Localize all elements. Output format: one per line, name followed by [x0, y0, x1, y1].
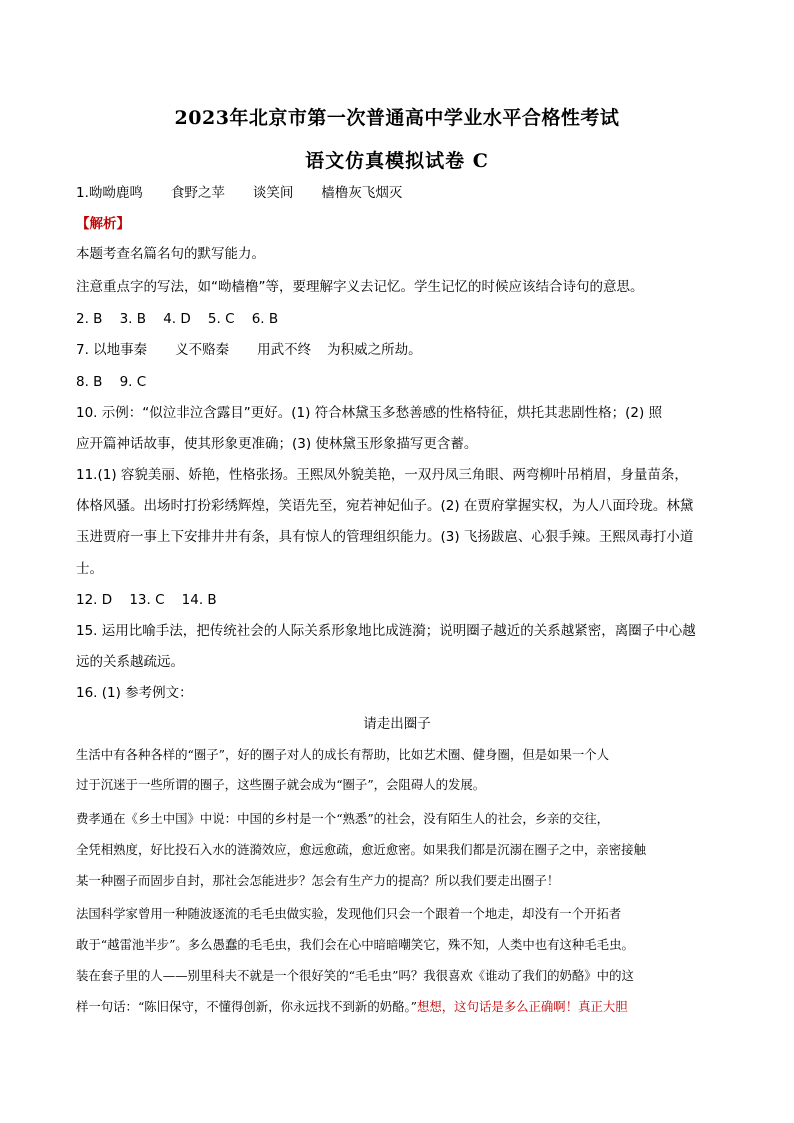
answer-q11-line-4: 士。: [76, 561, 103, 577]
essay-line-last: [76, 998, 718, 1016]
q1-item-2: 食野之苹: [170, 185, 225, 201]
q1-prefix: 1.: [76, 185, 89, 201]
answer-q15-line-1: 15. 运用比喻手法，把传统社会的人际关系形象地比成涟漪；说明圈子越近的关系越紧密，离圈子中心越: [76, 623, 696, 639]
essay-line-last-black: 样一句话：“陈旧保守，不懂得创新，你永远找不到新的奶酪。”: [76, 999, 418, 1014]
q7-item-2: 义不赂秦: [175, 342, 230, 358]
answers-q12-14: 12. D 13. C 14. B: [76, 592, 217, 608]
analysis-line-1: 本题考查名篇名句的默写能力。: [76, 246, 265, 262]
answer-q10-line-2: 应开篇神话故事，使其形象更准确；(3) 使林黛玉形象描写更含蓄。: [76, 436, 478, 452]
essay-line: 费孝通在《乡土中国》中说：中国的乡村是一个“熟悉”的社会，没有陌生人的社会，乡亲的交往，: [76, 811, 610, 826]
q7-prefix: 7.: [76, 342, 94, 358]
document-title: 2023年北京市第一次普通高中学业水平合格性考试: [174, 107, 620, 129]
essay-line: 某一种圈子而固步自封，那社会怎能进步？怎会有生产力的提高？所以我们要走出圈子！: [76, 873, 560, 888]
essay-title: 请走出圈子: [363, 716, 431, 732]
essay-line: 过于沉迷于一些所谓的圈子，这些圈子就会成为“圈子”，会阻碍人的发展。: [76, 777, 486, 792]
answer-q1: [76, 184, 402, 202]
answer-q7: [76, 341, 422, 359]
answer-q11-line-1: 11.(1) 容貌美丽、娇艳，性格张扬。王熙凤外貌美艳，一双丹凤三角眼、两弯柳叶吊梢眉，身量苗条，: [76, 467, 688, 483]
answer-q15-line-2: 远的关系越疏远。: [76, 654, 184, 670]
analysis-label: 【解析】: [76, 216, 130, 232]
analysis-line-2: 注意重点字的写法，如“呦樯橹”等，要理解字义去记忆。学生记忆的时候应该结合诗句的意思。: [76, 279, 644, 295]
essay-line: 装在套子里的人——别里科夫不就是一个很好笑的“毛毛虫”吗？我很喜欢《谁动了我们的奶酪》中的这: [76, 968, 634, 983]
essay-line: 生活中有各种各样的“圈子”，好的圈子对人的成长有帮助，比如艺术圈、健身圈，但是如果一个人: [76, 747, 610, 762]
answer-q16-header: 16. (1) 参考例文：: [76, 685, 193, 701]
essay-line: 法国科学家曾用一种随波逐流的毛毛虫做实验，发现他们只会一个跟着一个地走，却没有一个开拓者: [76, 906, 622, 921]
answer-q10-line-1: 10. 示例：“似泣非泣含露目”更好。(1) 符合林黛玉多愁善感的性格特征，烘托其悲剧性格；(2) 照: [76, 405, 663, 421]
essay-line: 全凭相熟度，好比投石入水的涟漪效应，愈远愈疏，愈近愈密。如果我们都是沉溺在圈子之中，亲密接触: [76, 842, 646, 857]
q1-item-3: 谈笑间: [252, 185, 294, 201]
essay-line: 敢于“越雷池半步”。多么愚蠢的毛毛虫，我们会在心中暗暗嘲笑它，殊不知，人类中也有这种毛毛虫。: [76, 937, 634, 952]
q1-item-1: 呦呦鹿鸣: [88, 185, 143, 201]
answers-q2-6: 2. B 3. B 4. D 5. C 6. B: [76, 311, 279, 327]
q7-item-4: 为积威之所劫。: [327, 342, 422, 358]
answer-q11-line-3: 玉进贾府一事上下安排井井有条，具有惊人的管理组织能力。(3) 飞扬跋扈、心狠手辣。王熙凤毒打小道: [76, 529, 694, 545]
q1-item-4: 樯橹灰飞烟灭: [321, 185, 403, 201]
document-subtitle: 语文仿真模拟试卷 C: [305, 150, 489, 172]
essay-line-last-red: 想想，这句话是多么正确啊！真正大胆: [417, 999, 628, 1014]
answer-q11-line-2: 体格风骚。出场时打扮彩绣辉煌，笑语先至，宛若神妃仙子。(2) 在贾府掌握实权，为人八面玲珑。林黛: [76, 498, 694, 514]
q7-item-3: 用武不终: [257, 342, 312, 358]
answers-q8-9: 8. B 9. C: [76, 374, 147, 390]
q7-item-1: 以地事秦: [93, 342, 148, 358]
